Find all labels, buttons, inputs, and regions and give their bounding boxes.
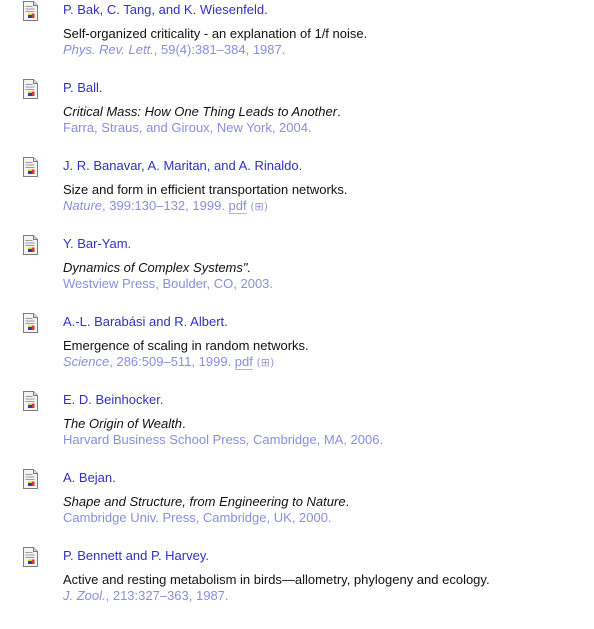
- entry-title-text: Shape and Structure, from Engineering to Nature: [63, 494, 346, 509]
- publication-info: [63, 42, 588, 58]
- author-link[interactable]: E. D. Beinhocker.: [63, 392, 164, 407]
- publication-info: [63, 354, 588, 370]
- document-icon[interactable]: [23, 547, 38, 567]
- author-link[interactable]: J. R. Banavar, A. Maritan, and A. Rinaldo.: [63, 158, 303, 173]
- entry-body: [63, 80, 588, 136]
- publication-details: , 399:130–132, 1999.: [102, 198, 229, 213]
- author-link[interactable]: P. Bak, C. Tang, and K. Wiesenfeld.: [63, 2, 268, 17]
- entry-body: [63, 470, 588, 526]
- entry-body: [63, 392, 588, 448]
- publication-info: Farra, Straus, and Giroux, New York, 2004.: [63, 120, 312, 135]
- journal-name: Phys. Rev. Lett.: [63, 42, 154, 57]
- entry-title: Emergence of scaling in random networks.: [63, 338, 309, 353]
- author-link[interactable]: P. Ball.: [63, 80, 103, 95]
- entry-body: [63, 2, 588, 58]
- entry-body: [63, 236, 588, 292]
- journal-name: Science: [63, 354, 110, 369]
- entry-title-suffix: .: [337, 104, 341, 119]
- author-link[interactable]: Y. Bar-Yam.: [63, 236, 132, 251]
- entry-title: Active and resting metabolism in birds—allometry, phylogeny and ecology.: [63, 572, 490, 587]
- entry-body: [63, 314, 588, 370]
- document-icon[interactable]: [23, 79, 38, 99]
- journal-name: J. Zool.: [63, 588, 106, 603]
- publication-info: [63, 588, 588, 604]
- author-link[interactable]: P. Bennett and P. Harvey.: [63, 548, 209, 563]
- author-link[interactable]: A.-L. Barabási and R. Albert.: [63, 314, 228, 329]
- entry-title: [63, 416, 588, 432]
- external-link-icon[interactable]: (⊞): [256, 356, 275, 369]
- entry-title: Size and form in efficient transportation networks.: [63, 182, 348, 197]
- entry-title: [63, 494, 588, 510]
- publication-info: [63, 198, 588, 214]
- pdf-link[interactable]: pdf: [228, 198, 247, 213]
- publication-details: , 59(4):381–384, 1987.: [153, 42, 286, 57]
- entry-title-text: The Origin of Wealth: [63, 416, 182, 431]
- entry-body: [63, 548, 588, 604]
- publication-info: Harvard Business School Press, Cambridge, MA, 2006.: [63, 432, 384, 447]
- external-link-icon[interactable]: (⊞): [250, 200, 269, 213]
- author-link[interactable]: A. Bejan.: [63, 470, 116, 485]
- entry-title: Self-organized criticality - an explanation of 1/f noise.: [63, 26, 368, 41]
- document-icon[interactable]: [23, 391, 38, 411]
- document-icon[interactable]: [23, 157, 38, 177]
- journal-name: Nature: [63, 198, 103, 213]
- pdf-link[interactable]: pdf: [234, 354, 253, 369]
- document-icon[interactable]: [23, 313, 38, 333]
- entry-title-suffix: .: [181, 416, 186, 431]
- entry-title-text: Critical Mass: How One Thing Leads to Another: [63, 104, 338, 119]
- publication-info: Cambridge Univ. Press, Cambridge, UK, 2000.: [63, 510, 332, 525]
- publication-details: , 213:327–363, 1987.: [105, 588, 229, 603]
- entry-body: [63, 158, 588, 214]
- document-icon[interactable]: [23, 235, 38, 255]
- document-icon[interactable]: [23, 1, 38, 21]
- entry-title: Dynamics of Complex Systems".: [63, 260, 252, 275]
- publication-info: Westview Press, Boulder, CO, 2003.: [63, 276, 274, 291]
- document-icon[interactable]: [23, 469, 38, 489]
- publication-details: , 286:509–511, 1999.: [109, 354, 235, 369]
- entry-title: [63, 104, 588, 120]
- entry-title-suffix: .: [345, 494, 350, 509]
